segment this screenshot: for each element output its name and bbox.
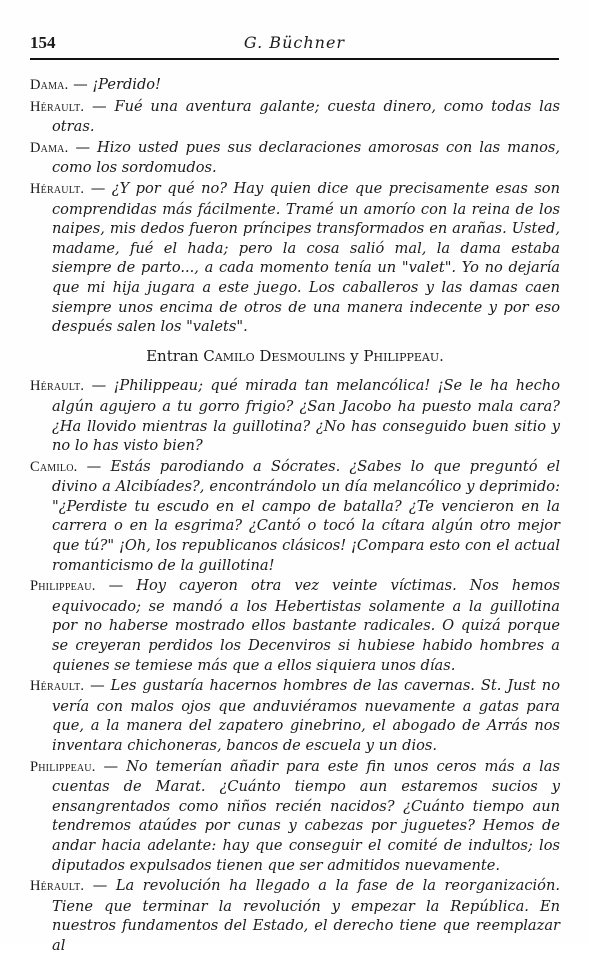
dialogue-paragraph: [30, 576, 560, 675]
dash: —: [91, 377, 107, 395]
speech-text: ¿Y por qué no? Hay quien dice que precisamente esas son comprendidas más fácilmente. Tramé un amorío con la reina de los naipes, mis dedos fueron príncipes transformados en arañas. Usted, madame, fué el hada; pero la cosa salió mal, la dama estaba siempre de parto..., a cada momento tenía un "valet". Yo no dejaría que mi hija jugara a este juego. Los caballeros y las damas caen siempre unos encima de otros de una manera indecente y por eso después salen los "valets".: [52, 179, 560, 336]
speaker-name: Hérault.: [30, 678, 85, 695]
speech-text: Estás parodiando a Sócrates. ¿Sabes lo que preguntó el divino a Alcibíades?, encontrándolo un día melancólico y deprimido: "¿Perdiste tu escudo en el campo de batalla? ¿Te vencieron en la carrera o en la esgrima? ¿Cantó o tocó la cítara algún otro mejor que tú?" ¡Oh, los republicanos clásicos! ¡Compara esto con el actual romanticismo de la guillotina!: [52, 457, 561, 574]
speaker-name: Philippeau.: [30, 758, 96, 775]
dialogue-paragraph: [30, 676, 560, 755]
speaker-name: Dama.: [30, 139, 69, 156]
speaker-name: Philippeau.: [30, 578, 96, 595]
speaker-name: Hérault.: [30, 98, 85, 115]
dialogue-paragraph: [30, 457, 560, 576]
running-head: G. Büchner: [243, 33, 346, 52]
dash: —: [103, 757, 119, 775]
speech-text: La revolución ha llegado a la fase de la reorganización. Tiene que terminar la revolución y empezar la República. En nuestros fundamentos del Estado, el derecho tiene que reemplazar al: [52, 877, 560, 954]
speech-text: ¡Philippeau; qué mirada tan melancólica! ¡Se le ha hecho algún agujero a tu gorro frigio? ¿San Jacobo ha puesto mala cara? ¿Ha llovido mientras la guillotina? ¿No has conseguido buen sitio y no lo has visto bien?: [52, 377, 561, 455]
page-body: [30, 75, 560, 957]
dialogue-paragraph: [30, 376, 560, 455]
dash: —: [90, 179, 106, 197]
speech-text: Hoy cayeron otra vez veinte víctimas. Nos hemos equivocado; se mandó a los Hebertistas solamente a la guillotina por no haberse mostrado ellos bastante radicales. O quizá porque se creyeran perdidos los Decenviros si hubiese habido hombres a quienes se temiese más que a ellos siquiera unos días.: [52, 577, 561, 674]
speech-text: No temerían añadir para este fin unos ceros más a las cuentas de Marat. ¿Cuánto tiempo aun estaremos sucios y ensangrentados como niños recién nacidos? ¿Cuánto tiempo aun tendremos ataúdes por cunas y cabezas por juguetes? Hemos de andar hacia adelante: hay que conseguir el comité de indultos; los diputados expulsados tienen que ser admitidos nuevamente.: [52, 757, 561, 874]
page-header: [30, 33, 559, 53]
dialogue-paragraph: [30, 179, 560, 337]
dialogue-paragraph: [30, 757, 560, 876]
stage-conjunction: y: [350, 346, 359, 365]
stage-character-2: Philippeau.: [363, 346, 444, 365]
dialogue-paragraph: [30, 138, 560, 178]
speaker-name: Hérault.: [30, 878, 85, 895]
stage-prefix: Entran: [146, 346, 199, 365]
dash: —: [73, 76, 88, 93]
dash: —: [92, 877, 108, 895]
dialogue-paragraph: [30, 75, 560, 96]
speech-text: Fué una aventura galante; cuesta dinero, como todas las otras.: [52, 97, 561, 136]
dialogue-paragraph: [30, 876, 560, 955]
dash: —: [75, 138, 91, 156]
page-number: 154: [30, 33, 56, 52]
speech-text: Hizo usted pues sus declaraciones amorosas con las manos, como los sordomudos.: [52, 138, 561, 177]
speaker-name: Camilo.: [30, 458, 78, 475]
stage-direction: [30, 347, 560, 367]
dash: —: [90, 677, 105, 695]
dash: —: [108, 577, 124, 595]
dash: —: [92, 97, 107, 115]
speaker-name: Hérault.: [30, 378, 85, 395]
speech-text: Les gustaría hacernos hombres de las cavernas. St. Just no vería con malos ojos que anduviéramos nuevamente a gatas para que, a la manera del zapatero ginebrino, el abogado de Arrás nos inventara chichoneras, bancos de escuela y un dios.: [52, 677, 560, 754]
speech-text: ¡Perdido!: [92, 76, 161, 93]
header-rule: [30, 58, 559, 60]
dialogue-paragraph: [30, 97, 560, 137]
speaker-name: Dama.: [30, 77, 69, 93]
dash: —: [86, 457, 102, 475]
speaker-name: Hérault.: [30, 180, 85, 197]
stage-character-1: Camilo Desmoulins: [203, 346, 346, 365]
